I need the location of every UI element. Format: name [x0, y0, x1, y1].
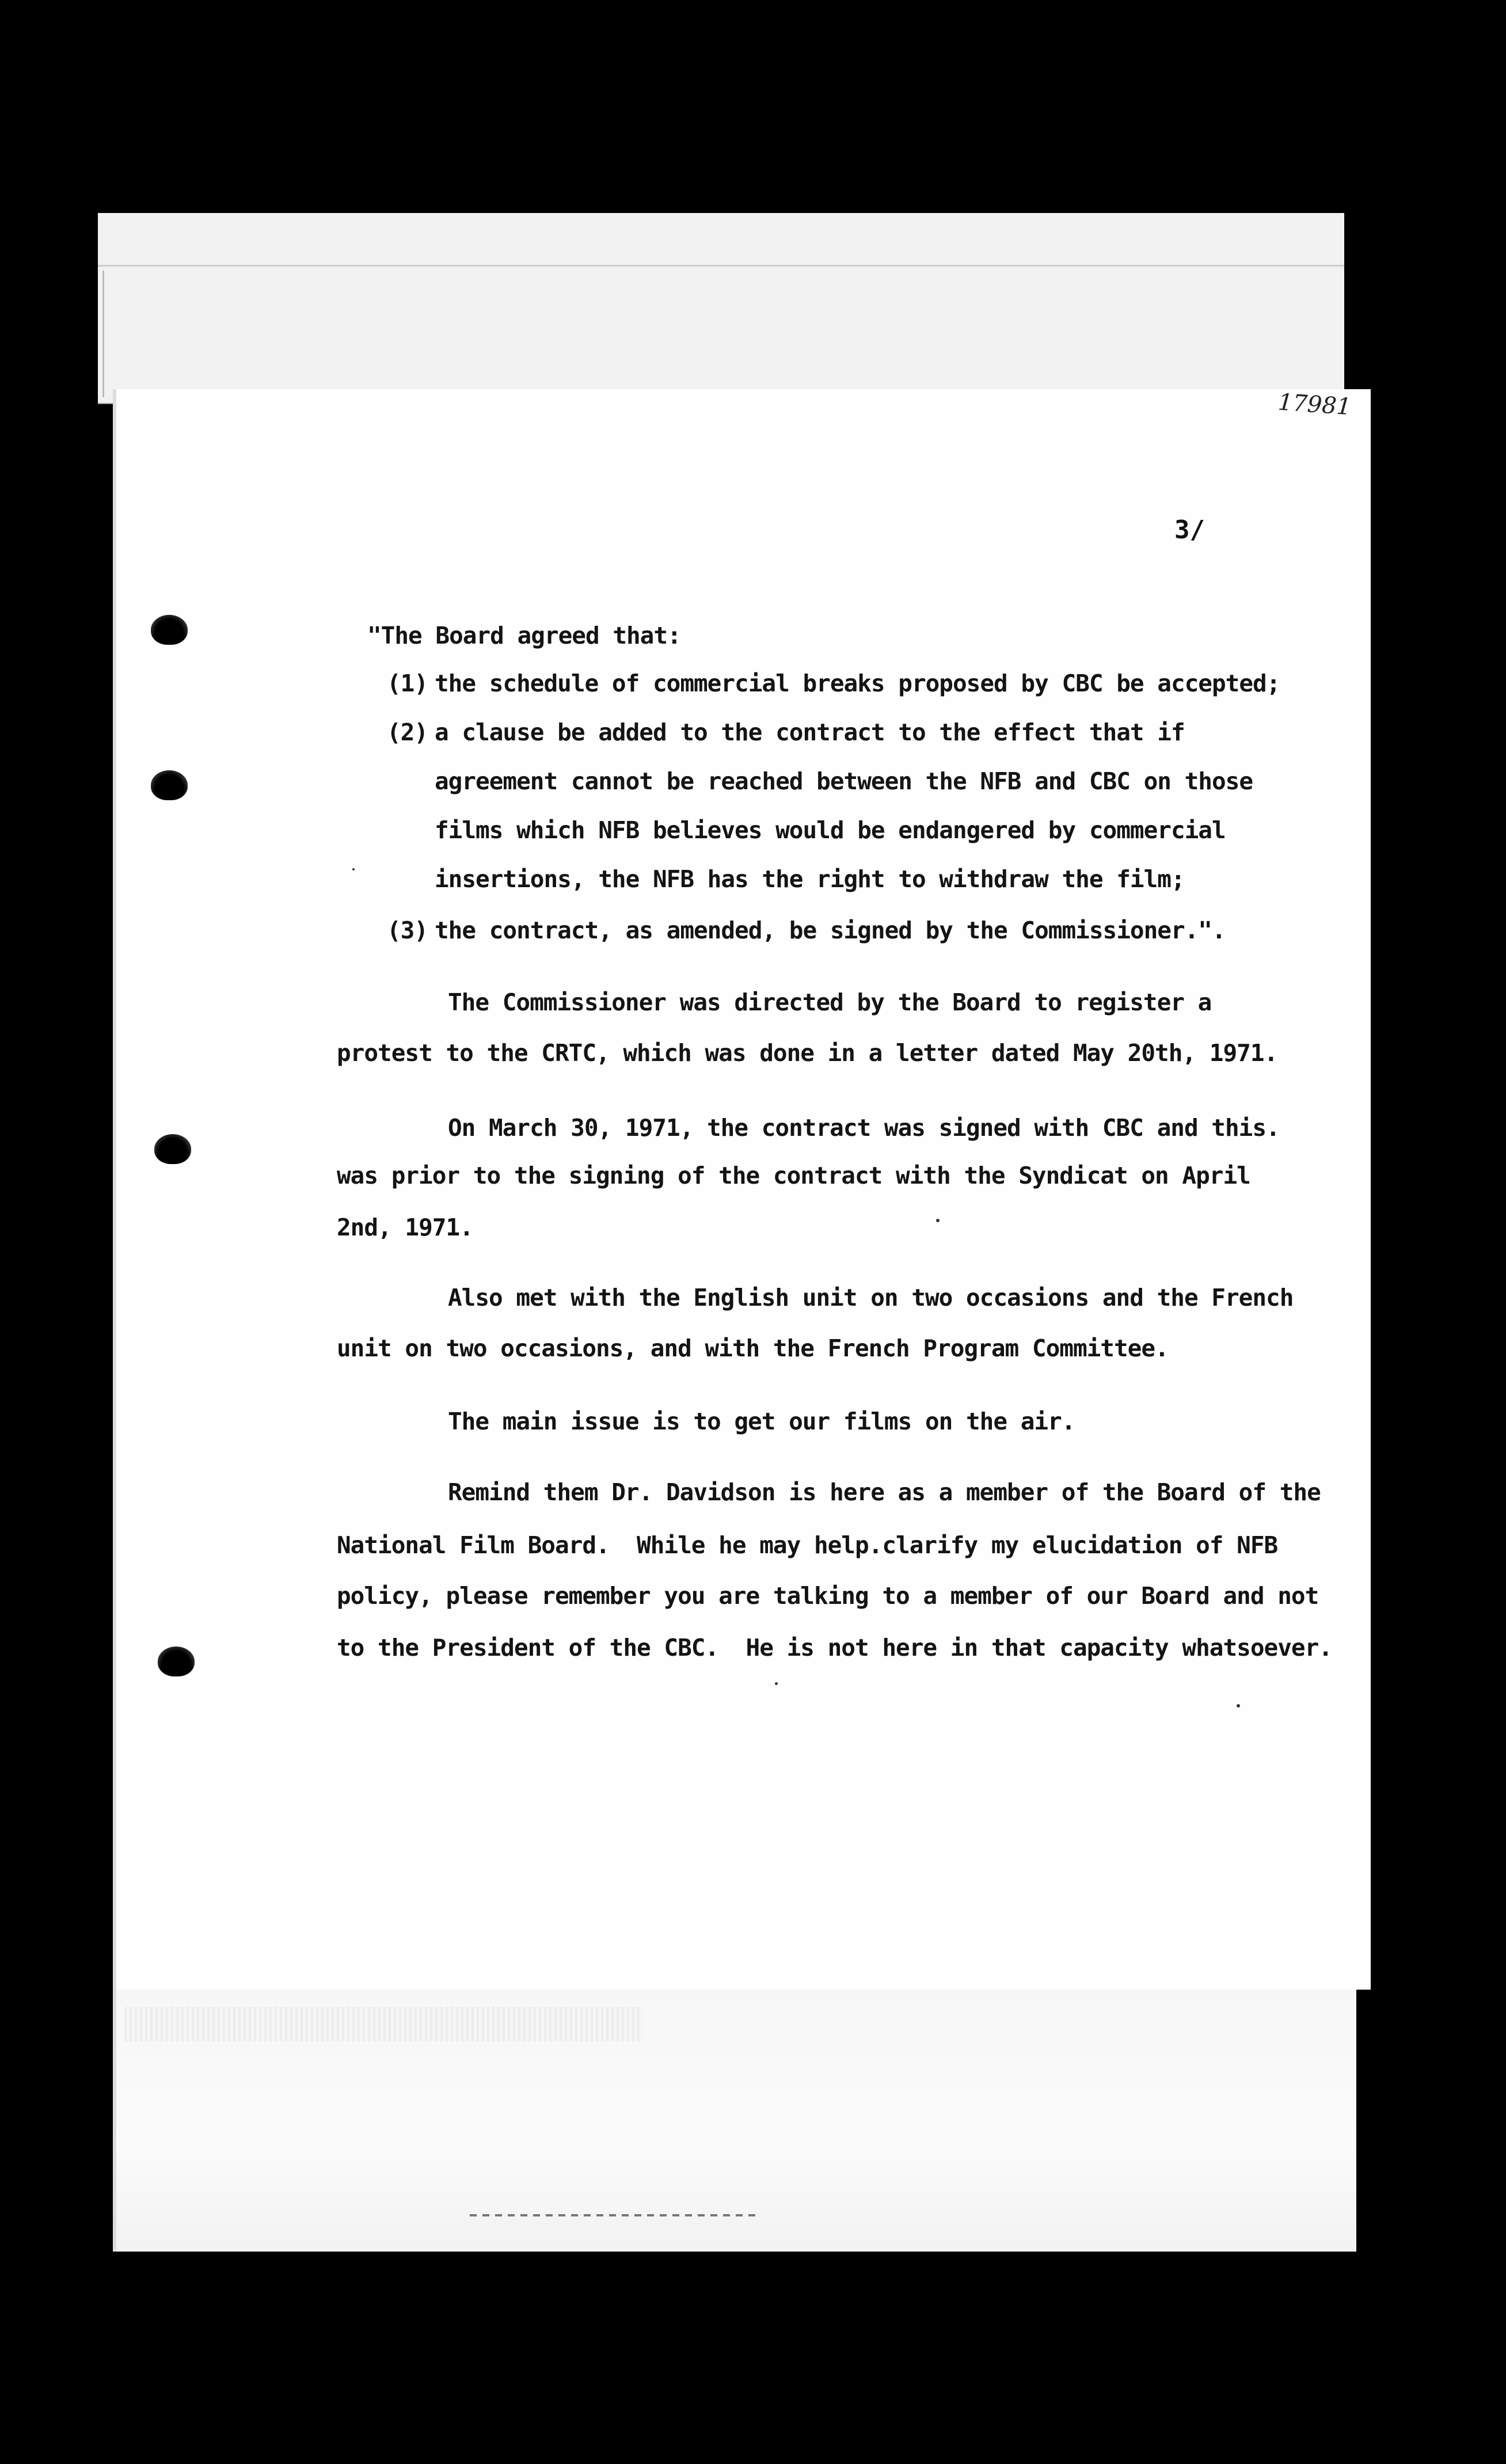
paragraph-line: Remind them Dr. Davidson is here as a member of the Board of the: [448, 1478, 1321, 1506]
underlying-sheet: [98, 213, 1344, 404]
scan-speck: [775, 1682, 778, 1685]
resolution-item-number: (1): [387, 670, 428, 697]
scan-speck: [1237, 1704, 1240, 1708]
paragraph-line: to the President of the CBC. He is not here in that capacity whatsoever.: [337, 1634, 1332, 1661]
binder-hole: [158, 1647, 195, 1676]
binder-hole: [154, 1134, 191, 1164]
resolution-item-number: (3): [387, 917, 428, 944]
scan-speck: [936, 1219, 940, 1222]
paragraph-line: policy, please remember you are talking to a member of our Board and not: [337, 1582, 1319, 1610]
resolution-item-line: a clause be added to the contract to the effect that if: [435, 718, 1185, 746]
resolution-item-line: insertions, the NFB has the right to withdraw the film;: [435, 865, 1185, 893]
paragraph-line: protest to the CRTC, which was done in a letter dated May 20th, 1971.: [337, 1039, 1278, 1067]
sheet-edge: [102, 271, 104, 397]
paragraph-line: 2nd, 1971.: [337, 1214, 473, 1241]
resolution-item-line: the schedule of commercial breaks proposed by CBC be accepted;: [435, 670, 1280, 697]
resolution-item-line: the contract, as amended, be signed by the Commissioner.".: [435, 917, 1226, 944]
resolution-intro: "The Board agreed that:: [367, 622, 681, 649]
page-left-edge: [113, 389, 116, 2252]
scan-dash-marks: [470, 2214, 758, 2216]
document-page-lower-area: [113, 1990, 1356, 2252]
scan-noise: [124, 2007, 642, 2041]
paragraph-line: Also met with the English unit on two occasions and the French: [448, 1284, 1294, 1311]
paragraph-line: The Commissioner was directed by the Board to register a: [448, 988, 1212, 1016]
binder-hole: [151, 615, 188, 645]
page-number: 3/: [1174, 515, 1205, 545]
resolution-item-number: (2): [387, 718, 428, 746]
binder-hole: [151, 770, 188, 800]
document-page: [113, 389, 1371, 1990]
handwritten-archive-number: 17981: [1277, 389, 1352, 421]
scan-speck: [352, 868, 355, 870]
resolution-item-line: agreement cannot be reached between the NFB and CBC on those: [435, 767, 1253, 795]
paragraph-line: On March 30, 1971, the contract was signed with CBC and this.: [448, 1114, 1280, 1142]
resolution-item-line: films which NFB believes would be endangered by commercial: [435, 816, 1226, 844]
paragraph-line: unit on two occasions, and with the French Program Committee.: [337, 1334, 1169, 1362]
paragraph-line: National Film Board. While he may help.clarify my elucidation of NFB: [337, 1531, 1278, 1559]
paragraph-line: The main issue is to get our films on the air.: [448, 1408, 1075, 1435]
sheet-fold-line: [98, 265, 1344, 267]
paragraph-line: was prior to the signing of the contract with the Syndicat on April: [337, 1162, 1250, 1189]
